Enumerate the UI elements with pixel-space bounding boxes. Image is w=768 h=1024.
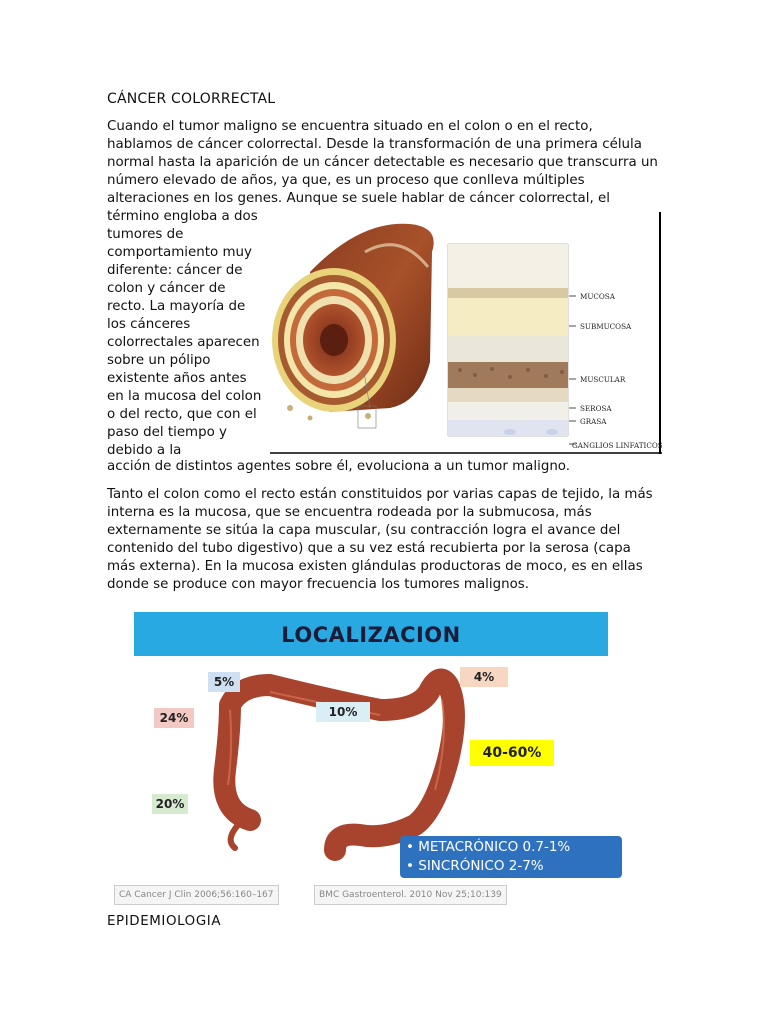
intro-paragraph-end: acción de distintos agentes sobre él, evoluciona a un tumor maligno. (107, 459, 571, 474)
citation-1: CA Cancer J Clin 2006;56:160–167 (114, 885, 279, 905)
pct-ascending: 24% (154, 708, 194, 728)
page-title: CÁNCER COLORRECTAL (107, 91, 276, 107)
colon-layers-illustration (270, 212, 662, 454)
section-heading-epidemiologia: EPIDEMIOLOGIA (107, 914, 222, 929)
label-grasa: GRASA (580, 417, 607, 426)
label-serosa: SEROSA (580, 404, 612, 413)
localization-banner: LOCALIZACION (134, 612, 608, 656)
label-muscular: MUSCULAR (580, 375, 626, 384)
localization-figure (119, 610, 630, 910)
layers-paragraph: Tanto el colon como el recto están constituidos por varias capas de tejido, la más interna es la mucosa, que se encuentra rodeada por la submucosa, más externamente se sitúa la capa muscular, (su contracción logra el avance del contenido del tubo digestivo) que a su vez está recubierta por la serosa (capa más externa). En la mucosa existen glándulas productoras de moco, es en ellas donde se produce con mayor frecuencia los tumores malignos. (107, 487, 653, 592)
pct-hepatic-flexure: 5% (208, 672, 240, 692)
intro-paragraph: Cuando el tumor maligno se encuentra situado en el colon o en el recto, hablamos de cáncer colorrectal. Desde la transformación de una primera célula normal hasta la aparición de un cáncer detectable es necesario que transcurra un número elevado de años, ya que, es un proceso que conlleva múltiples alteraciones en los genes. Aunque se suele hablar de cáncer colorrectal, el (107, 119, 658, 206)
citation-2: BMC Gastroenterol. 2010 Nov 25;10:139 (314, 885, 507, 905)
pct-splenic-flexure: 4% (460, 667, 508, 687)
legend-sincronico: • SINCRÓNICO 2-7% (406, 858, 544, 874)
pct-cecum: 20% (152, 794, 188, 814)
metachronous-synchronous-legend (400, 836, 622, 878)
label-mucosa: MUCOSA (580, 292, 615, 301)
label-ganglios: GANGLIOS LINFATICOS (572, 441, 662, 450)
intro-paragraph-side: término engloba a dos tumores de comportamiento muy diferente: cáncer de colon y cáncer de recto. La mayoría de los cánceres colorrectales aparecen sobre un pólipo existente años antes en la mucosa del colon o del recto, que con el paso del tiempo y debido a la (107, 209, 262, 458)
pct-transverse: 10% (316, 702, 370, 722)
legend-metacronico: • METACRÓNICO 0.7-1% (406, 839, 571, 855)
label-submucosa: SUBMUCOSA (580, 322, 632, 331)
pct-sigmoid-rectum: 40-60% (470, 740, 554, 766)
